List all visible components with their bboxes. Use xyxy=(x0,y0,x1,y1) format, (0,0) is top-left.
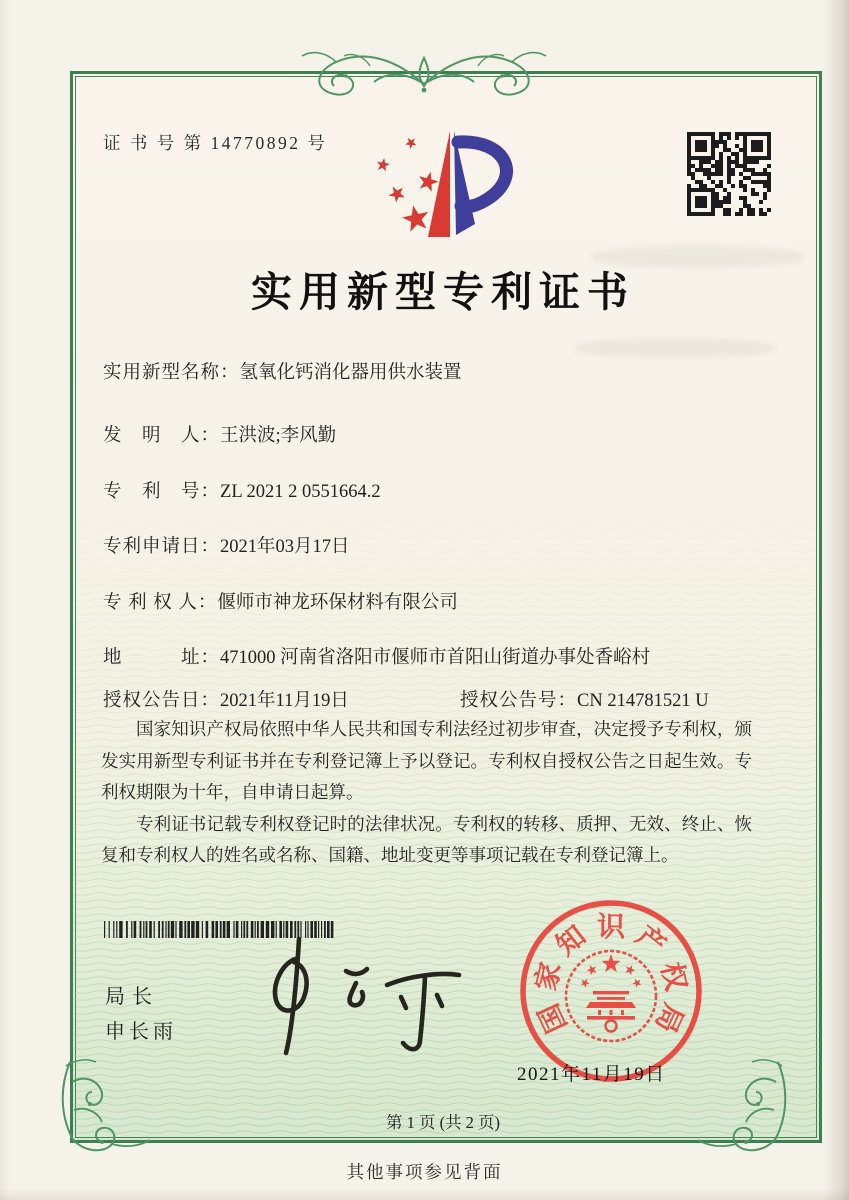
field-label: 发 明 人： xyxy=(103,426,221,446)
page-number: 第 1 页 (共 2 页) xyxy=(385,1113,501,1132)
svg-text:识: 识 xyxy=(596,912,626,943)
field-grant-date xyxy=(103,686,709,712)
field-utility-model-name xyxy=(103,358,462,384)
field-patent-number xyxy=(103,477,381,503)
field-label: 专利申请日： xyxy=(103,537,221,557)
field-label: 专 利 号： xyxy=(103,482,221,502)
svg-text:家: 家 xyxy=(530,959,568,994)
field-label: 授权公告号： xyxy=(460,691,578,711)
field-value: 王洪波;李风勤 xyxy=(220,426,337,446)
official-seal xyxy=(518,898,704,1084)
cnipa-logo xyxy=(370,127,534,245)
field-filing-date xyxy=(103,532,350,558)
svg-text:知: 知 xyxy=(550,920,593,963)
field-value: 2021年03月17日 xyxy=(220,537,350,557)
certificate-title: 实用新型专利证书 xyxy=(251,269,635,315)
national-emblem xyxy=(566,951,656,1041)
seal-date: 2021年11月19日 xyxy=(517,1064,666,1085)
logo-stars xyxy=(377,138,439,232)
field-label: 授权公告日： xyxy=(103,691,221,711)
field-value: 471000 河南省洛阳市偃师市首阳山街道办事处香峪村 xyxy=(220,648,651,668)
scan-edge-left xyxy=(0,0,10,1200)
scan-edge-right xyxy=(823,0,849,1200)
qr-code xyxy=(687,132,771,216)
svg-text:产: 产 xyxy=(629,920,672,963)
field-address xyxy=(103,643,650,669)
legal-paragraph-2: 专利证书记载专利权登记时的法律状况。专利权的转移、质押、无效、终止、恢复和专利权人的姓名或名称、国籍、地址变更等事项记载在专利登记簿上。 xyxy=(101,813,752,865)
back-note: 其他事项参见背面 xyxy=(346,1162,503,1182)
field-value: 偃师市神龙环保材料有限公司 xyxy=(217,593,458,613)
svg-text:国: 国 xyxy=(533,998,574,1038)
field-patentee xyxy=(103,588,458,614)
certificate-number: 证 书 号 第 14770892 号 xyxy=(103,133,328,153)
field-value: 氢氧化钙消化器用供水装置 xyxy=(239,363,462,383)
svg-text:权: 权 xyxy=(654,959,692,994)
field-label: 地 址： xyxy=(103,648,221,668)
print-through-smudge xyxy=(575,338,775,358)
field-grant-number xyxy=(460,686,709,712)
field-value: ZL 2021 2 0551664.2 xyxy=(220,482,381,502)
director-title: 局长 xyxy=(105,986,159,1008)
scan-edge-bottom xyxy=(0,1188,849,1200)
legal-text xyxy=(101,714,752,872)
director-name: 申长雨 xyxy=(105,1021,177,1043)
field-value: CN 214781521 U xyxy=(577,691,709,711)
director-signature xyxy=(243,933,475,1061)
field-value: 2021年11月19日 xyxy=(220,691,349,711)
legal-paragraph-1: 国家知识产权局依照中华人民共和国专利法经过初步审查，决定授予专利权，颁发实用新型专利证书并在专利登记簿上予以登记。专利权自授权公告之日起生效。专利权期限为十年，自申请日起算。 xyxy=(101,719,752,802)
field-label: 实用新型名称： xyxy=(103,363,240,383)
field-label: 专 利 权 人： xyxy=(103,593,218,613)
field-inventors xyxy=(103,421,336,447)
svg-text:局: 局 xyxy=(648,998,689,1038)
